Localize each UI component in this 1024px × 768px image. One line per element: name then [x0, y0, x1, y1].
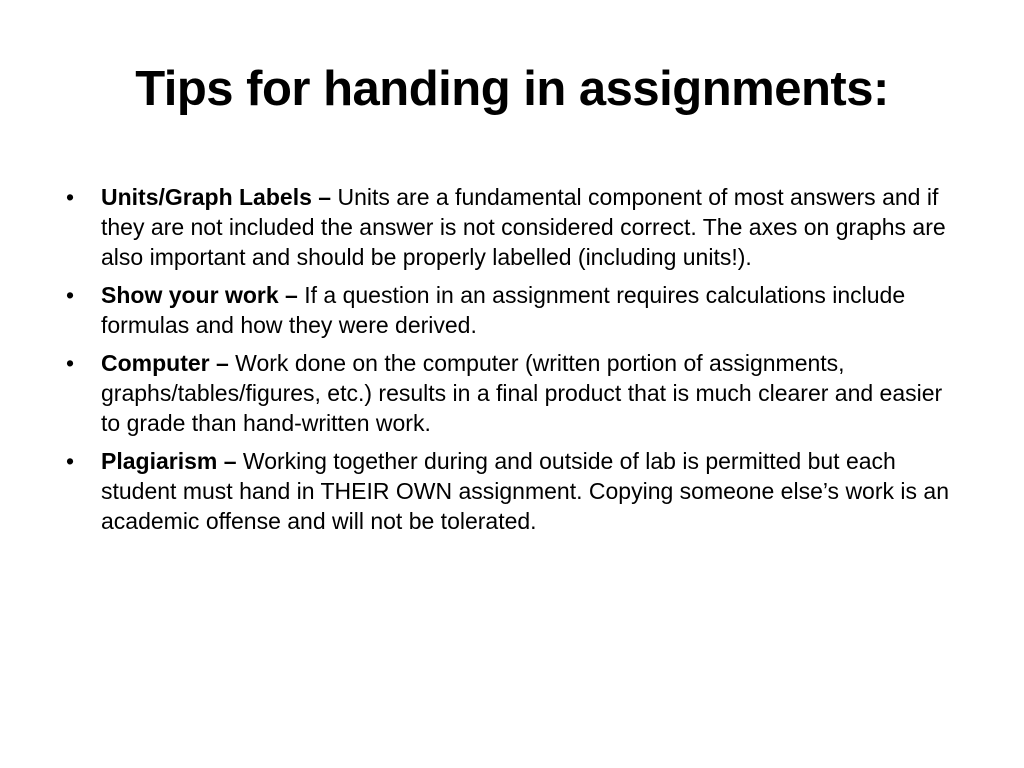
- bullet-item-computer: [60, 348, 960, 438]
- bullet-text: Units are a fundamental component of most answers and if they are not included the answer is not considered correct. The axes on graphs are also important and should be properly labelled (including units!).: [101, 184, 946, 270]
- bullet-dot-icon: •: [65, 448, 75, 474]
- bullet-text: Work done on the computer (written portion of assignments, graphs/tables/figures, etc.) results in a final product that is much clearer and easier to grade than hand-written work.: [101, 350, 943, 436]
- bullet-term: Computer –: [101, 350, 229, 376]
- bullet-list: [60, 182, 960, 544]
- bullet-text: Working together during and outside of lab is permitted but each student must hand in THEIR OWN assignment. Copying someone else’s work is an academic offense and will not be tolerated.: [101, 448, 949, 534]
- bullet-dot-icon: •: [65, 350, 75, 376]
- bullet-item-plagiarism: [60, 446, 960, 536]
- bullet-item-units: [60, 182, 960, 272]
- bullet-term: Show your work –: [101, 282, 298, 308]
- bullet-text: If a question in an assignment requires calculations include formulas and how they were derived.: [101, 282, 906, 338]
- bullet-dot-icon: •: [65, 282, 75, 308]
- bullet-item-show-work: [60, 280, 960, 340]
- bullet-dot-icon: •: [65, 184, 75, 210]
- bullet-term: Units/Graph Labels –: [101, 184, 332, 210]
- bullet-term: Plagiarism –: [101, 448, 237, 474]
- slide-title: Tips for handing in assignments:: [135, 62, 889, 116]
